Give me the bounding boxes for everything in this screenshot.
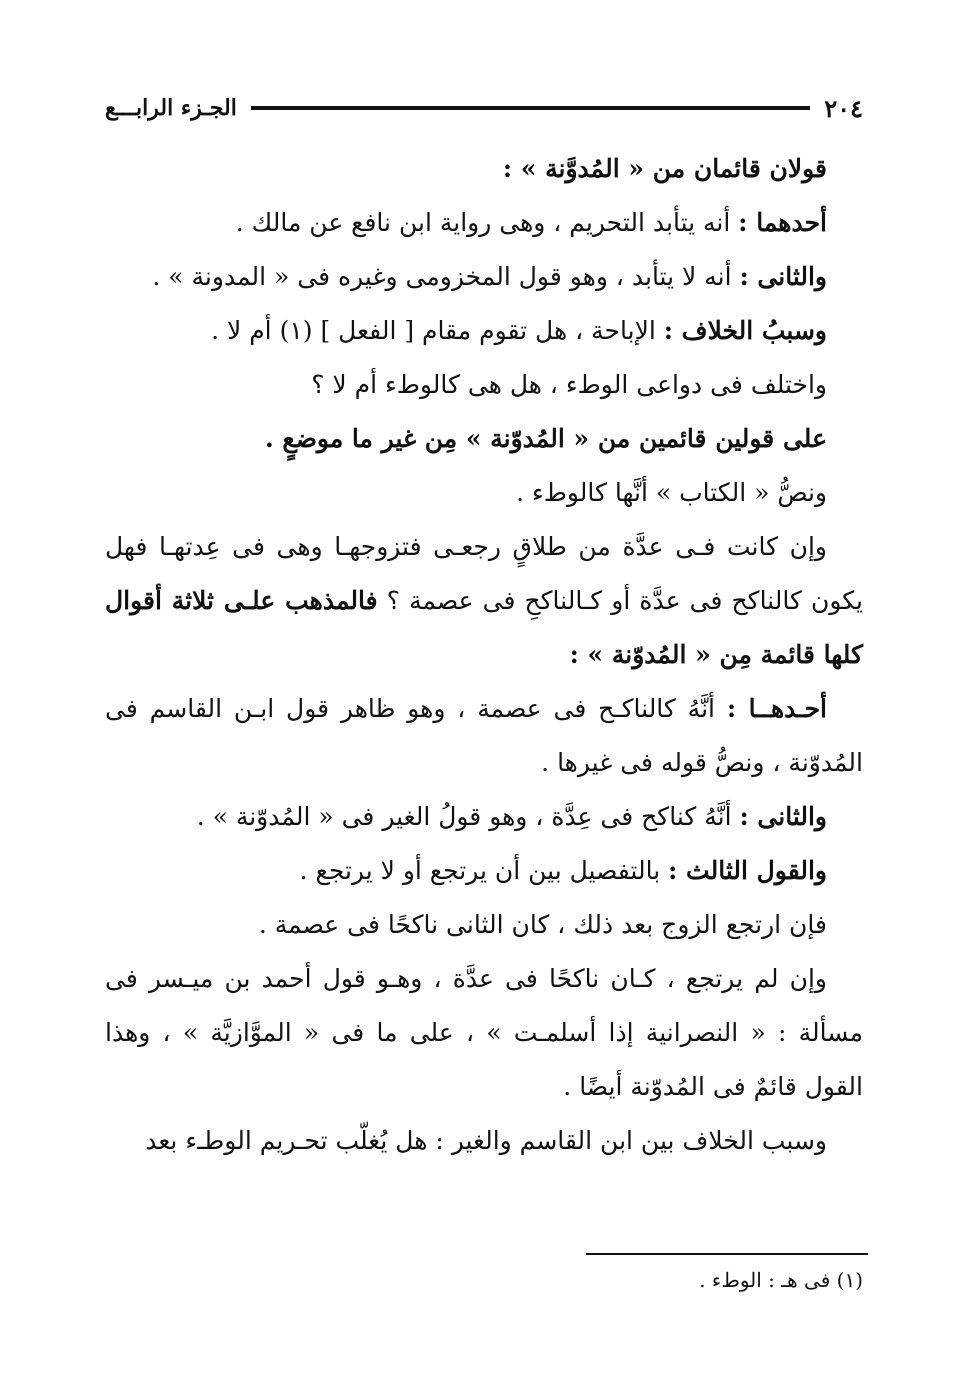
- paragraph-1: [105, 142, 863, 196]
- paragraph-bold: وسببُ الخلاف :: [663, 316, 827, 345]
- paragraph-text: أنه يتأبد التحريم ، وهى رواية ابن نافع عن مالك .: [235, 208, 739, 237]
- paragraph-9: [105, 682, 863, 790]
- header-rule: [251, 106, 810, 110]
- paragraph-11: [105, 844, 863, 898]
- paragraph-bold: قولان قائمان من « المُدوَّنة » :: [502, 154, 827, 183]
- paragraph-text: وإن لم يرتجع ، كـان ناكحًا فى عدَّة ، وهـو قول أحمد بن ميـسر فى مسألة : « النصرانية إذا أسلمـت » ، على ما فى « الموَّازيَّة » ، وهذا القول قائمٌ فى المُدوّنة أيضًا .: [105, 964, 863, 1101]
- page-body: [105, 142, 863, 1168]
- paragraph-bold: على قولين قائمين من « المُدوّنة » مِن غير ما موضعٍ .: [264, 424, 827, 453]
- paragraph-5: [105, 358, 863, 412]
- paragraph-text: وإن كانت فـى عدَّة من طلاقٍ رجعـى فتزوجهـا وهى فى عِدتهـا فهل يكون كالناكح فى عدَّة أو كـالناكحِ فى عصمة ؟: [105, 532, 864, 615]
- paragraph-3: [105, 250, 863, 304]
- paragraph-bold: والثانى :: [739, 802, 827, 831]
- footnote-rule: [586, 1253, 868, 1255]
- paragraph-8: [105, 520, 863, 682]
- paragraph-text: أنَّهُ كناكح فى عِدَّة ، وهو قولُ الغير فى « المُدوّنة » .: [196, 802, 740, 831]
- paragraph-text: واختلف فى دواعى الوطء ، هل هى كالوطء أم لا ؟: [311, 370, 827, 399]
- paragraph-4: [105, 304, 863, 358]
- paragraph-text: وسبب الخلاف بين ابن القاسم والغير : هل يُغلّب تحـريم الوطـء بعد: [145, 1126, 827, 1155]
- volume-title: الجـزء الرابـــع: [105, 95, 237, 121]
- paragraph-7: [105, 466, 863, 520]
- running-header: [105, 88, 863, 128]
- paragraph-6: [105, 412, 863, 466]
- paragraph-text: أنَّهُ كالناكـح فى عصمة ، وهو ظاهر قول ابـن القاسم فى المُدوّنة ، ونصُّ قوله فى غيرها .: [105, 694, 863, 777]
- paragraph-text: الإباحة ، هل تقوم مقام [ الفعل ] (١) أم لا .: [211, 316, 664, 345]
- paragraph-2: [105, 196, 863, 250]
- paragraph-text: ونصُّ « الكتاب » أنَّها كالوطء .: [516, 478, 827, 507]
- paragraph-bold-tail: فالمذهب علـى ثلاثة أقوال كلها قائمة مِن « المُدوّنة » :: [105, 586, 863, 669]
- paragraph-12: [105, 898, 863, 952]
- paragraph-bold: أحدهما :: [738, 208, 827, 237]
- page-number: ٢٠٤: [824, 93, 863, 123]
- paragraph-10: [105, 790, 863, 844]
- footnote: (١) فى هـ : الوطء .: [699, 1268, 863, 1292]
- paragraph-text: أنه لا يتأبد ، وهو قول المخزومى وغيره فى « المدونة » .: [152, 262, 740, 291]
- paragraph-13: [105, 952, 863, 1114]
- paragraph-text: بالتفصيل بين أن يرتجع أو لا يرتجع .: [299, 856, 669, 885]
- paragraph-text: فإن ارتجع الزوج بعد ذلك ، كان الثانى ناكحًا فى عصمة .: [258, 910, 827, 939]
- paragraph-bold: أحـدهــا :: [726, 694, 827, 723]
- paragraph-bold: والقول الثالث :: [668, 856, 827, 885]
- paragraph-bold: والثانى :: [739, 262, 827, 291]
- paragraph-14: [105, 1114, 863, 1168]
